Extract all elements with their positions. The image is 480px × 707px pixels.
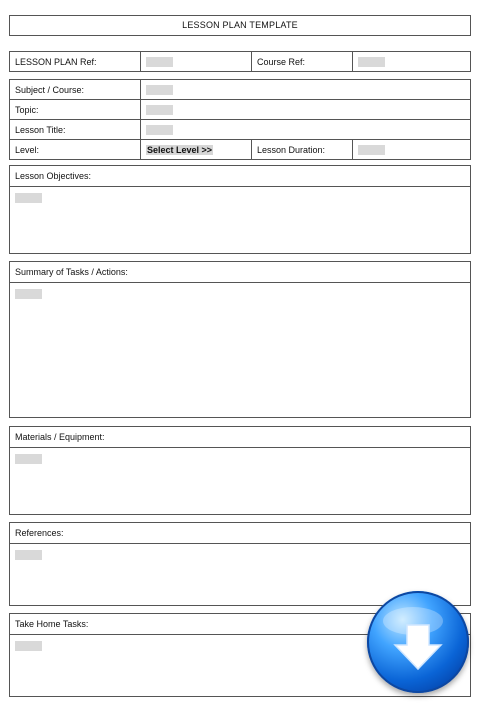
level-dropdown[interactable]: Select Level >>: [147, 144, 213, 155]
lesson-plan-ref-field[interactable]: [146, 57, 173, 67]
summary-section: [9, 261, 471, 418]
subject-cell[interactable]: [141, 80, 471, 100]
topic-cell[interactable]: [141, 100, 471, 120]
course-ref-label: Course Ref:: [252, 52, 353, 72]
lesson-objectives-section: [9, 165, 471, 254]
lesson-title-label: Lesson Title:: [10, 120, 141, 140]
level-label: Level:: [10, 140, 141, 160]
down-arrow-icon: [367, 591, 469, 693]
page-title: LESSON PLAN TEMPLATE: [9, 15, 471, 36]
lesson-objectives-field[interactable]: [15, 193, 42, 203]
references-heading: References:: [10, 523, 470, 544]
course-ref-cell[interactable]: [353, 52, 471, 72]
ref-table: [9, 51, 471, 72]
lesson-duration-label: Lesson Duration:: [252, 140, 353, 160]
materials-heading: Materials / Equipment:: [10, 427, 470, 448]
download-button[interactable]: [367, 591, 469, 693]
lesson-title-cell[interactable]: [141, 120, 471, 140]
lesson-duration-field[interactable]: [358, 145, 385, 155]
topic-field[interactable]: [146, 105, 173, 115]
info-table: [9, 79, 471, 160]
summary-field[interactable]: [15, 289, 42, 299]
summary-heading: Summary of Tasks / Actions:: [10, 262, 470, 283]
lesson-objectives-heading: Lesson Objectives:: [10, 166, 470, 187]
materials-field[interactable]: [15, 454, 42, 464]
topic-label: Topic:: [10, 100, 141, 120]
subject-label: Subject / Course:: [10, 80, 141, 100]
take-home-heading: Take Home Tasks:: [10, 614, 470, 635]
lesson-plan-ref-label: LESSON PLAN Ref:: [10, 52, 141, 72]
take-home-field[interactable]: [15, 641, 42, 651]
lesson-title-field[interactable]: [146, 125, 173, 135]
lesson-plan-ref-cell[interactable]: [141, 52, 252, 72]
lesson-duration-cell[interactable]: [353, 140, 471, 160]
level-cell[interactable]: [141, 140, 252, 160]
course-ref-field[interactable]: [358, 57, 385, 67]
subject-field[interactable]: [146, 85, 173, 95]
references-field[interactable]: [15, 550, 42, 560]
materials-section: [9, 426, 471, 515]
